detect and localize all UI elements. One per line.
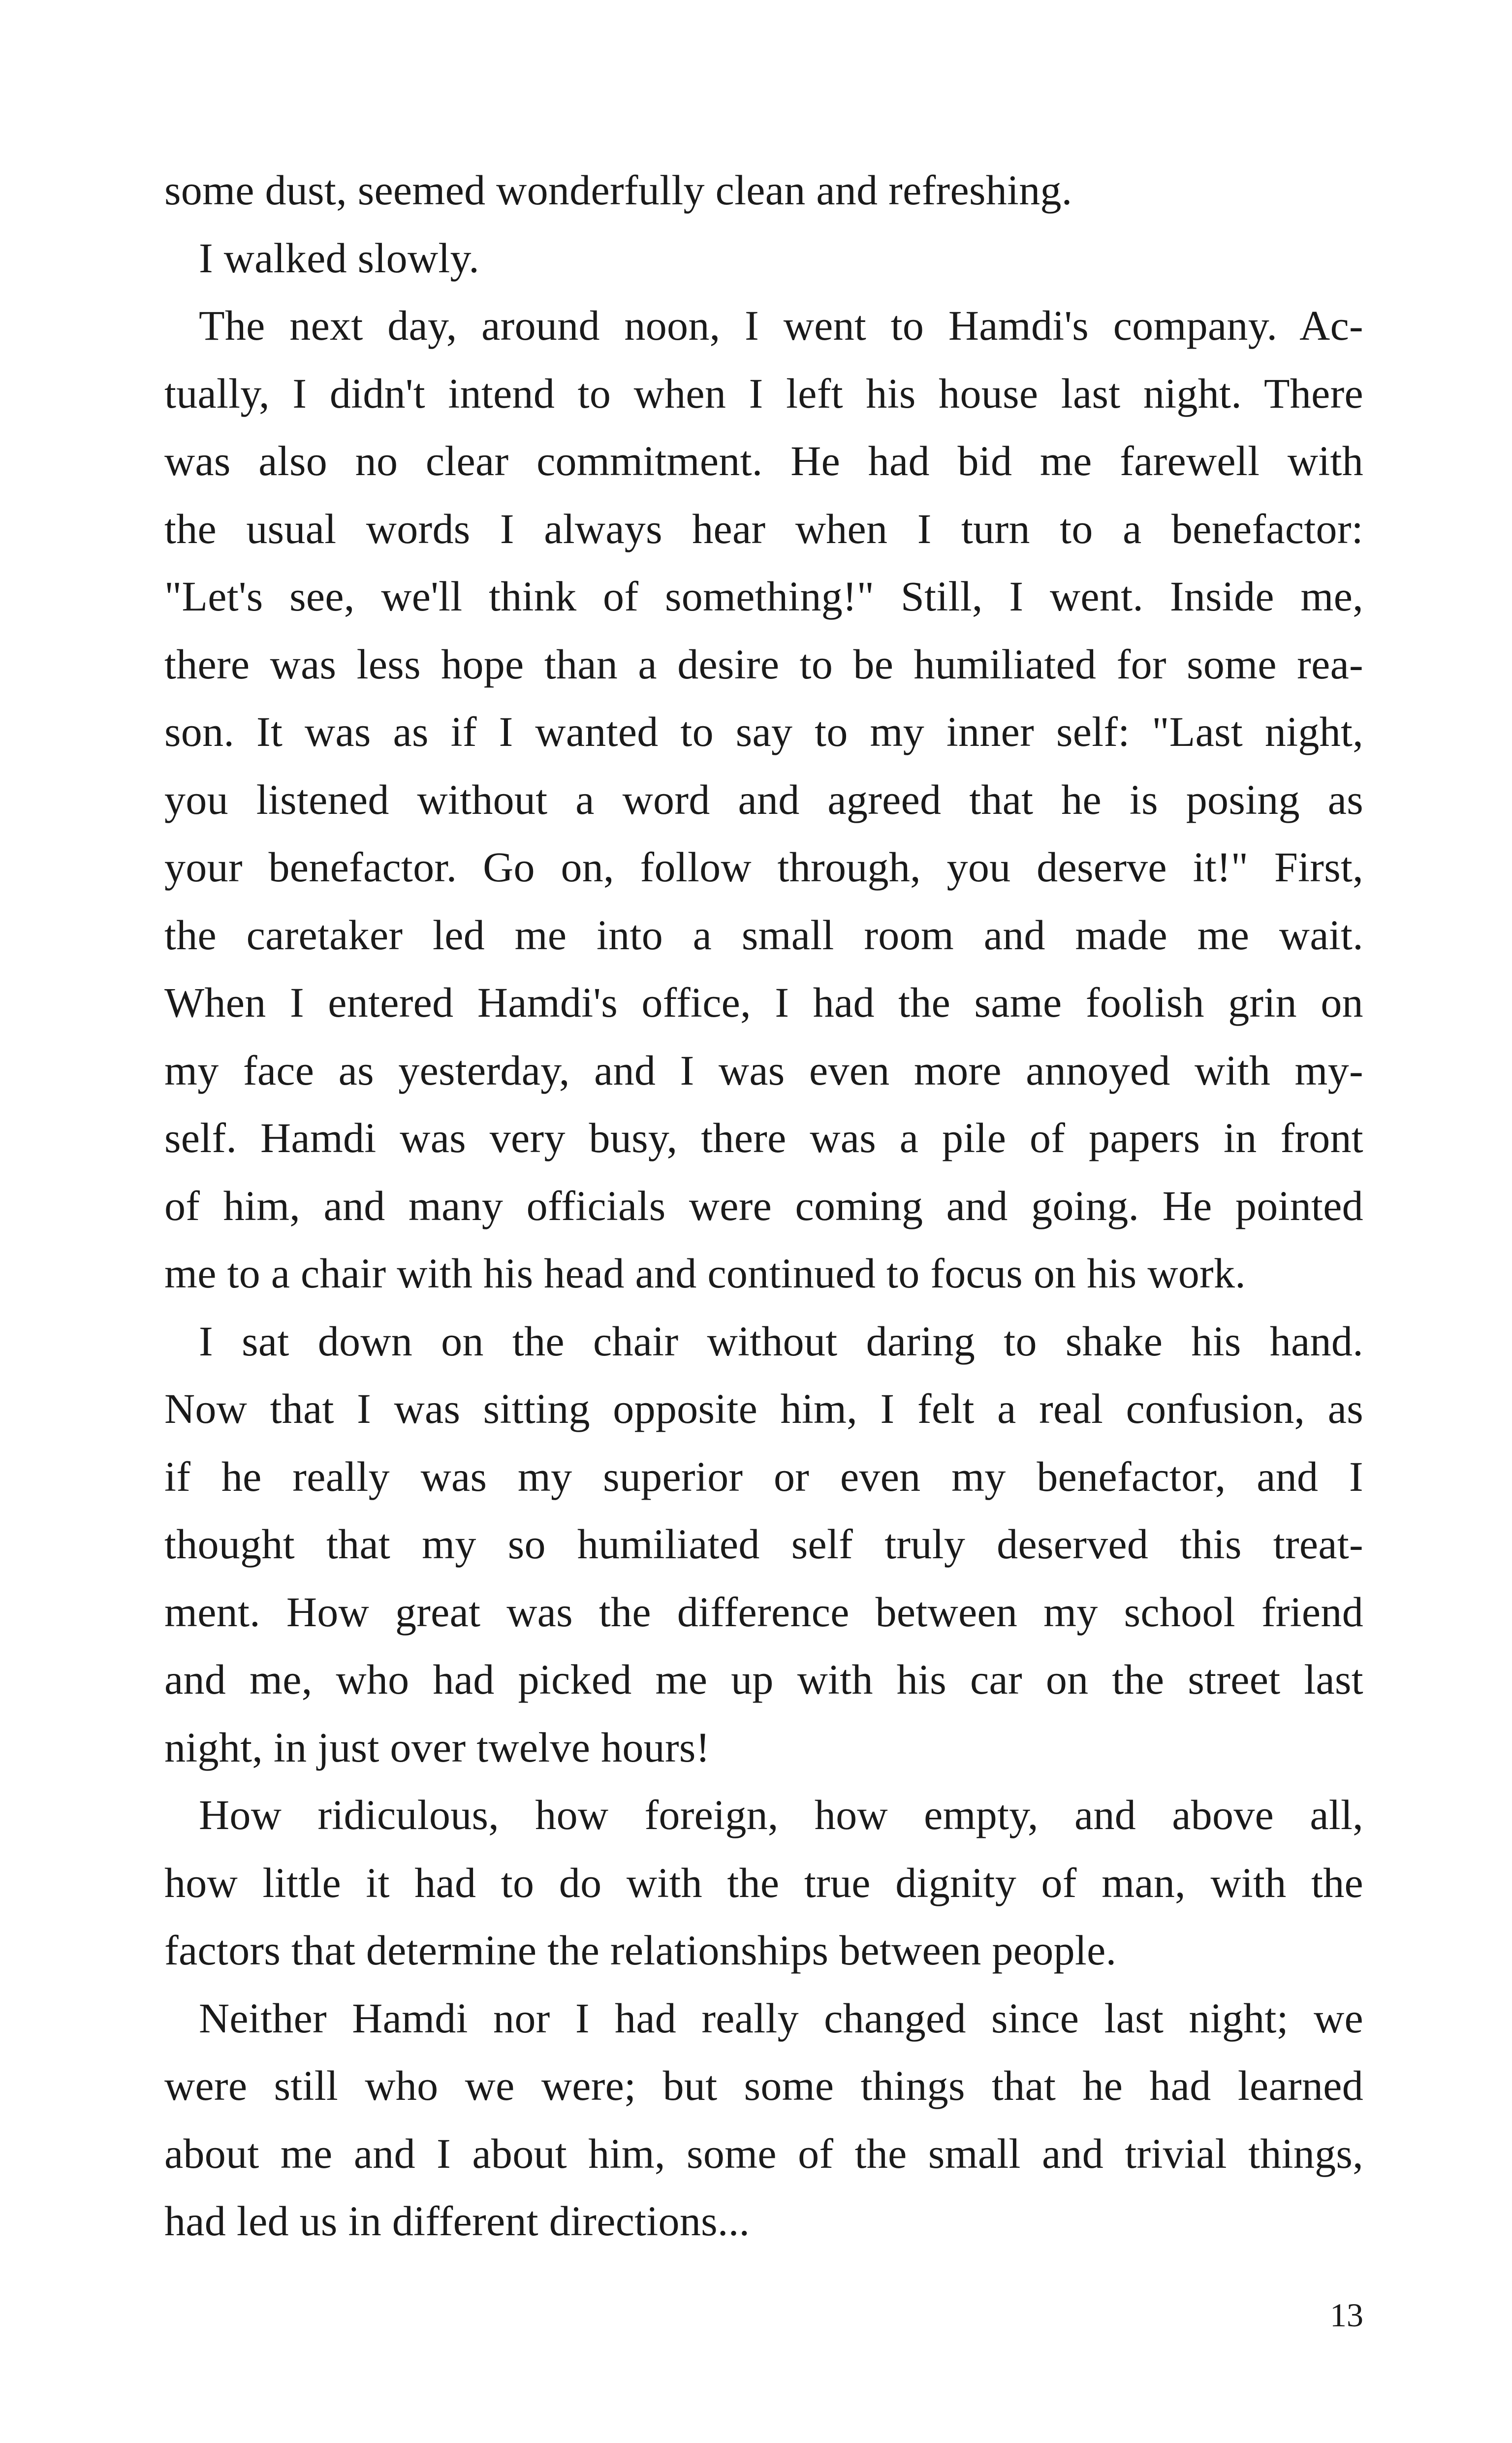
text-line: tually, I didn't intend to when I left his house last night. There (164, 369, 1363, 417)
text-line: if he really was my superior or even my benefactor, and I (164, 1452, 1363, 1500)
text-line: Neither Hamdi nor I had really changed since last night; we (199, 1994, 1363, 2042)
text-line: about me and I about him, some of the small and trivial things, (164, 2129, 1363, 2177)
text-line: When I entered Hamdi's office, I had the same foolish grin on (164, 979, 1363, 1026)
text-line: me to a chair with his head and continued to focus on his work. (164, 1250, 1246, 1297)
text-line: thought that my so humiliated self truly deserved this treat- (164, 1520, 1363, 1568)
text-line: how little it had to do with the true dignity of man, with the (164, 1859, 1363, 1906)
text-line: How ridiculous, how foreign, how empty, and above all, (199, 1791, 1363, 1838)
text-line: factors that determine the relationships between people. (164, 1927, 1117, 1974)
page-body-text (164, 157, 1363, 2255)
text-line: were still who we were; but some things that he had learned (164, 2062, 1363, 2109)
text-line: you listened without a word and agreed that he is posing as (164, 775, 1363, 823)
page-number: 13 (1330, 2296, 1363, 2334)
text-line: my face as yesterday, and I was even more annoyed with my- (164, 1046, 1363, 1094)
text-line: had led us in different directions... (164, 2197, 750, 2245)
text-line: Now that I was sitting opposite him, I felt a real confusion, as (164, 1385, 1363, 1432)
text-line: and me, who had picked me up with his car on the street last (164, 1656, 1363, 1703)
text-line: the usual words I always hear when I turn to a benefactor: (164, 505, 1363, 552)
text-line: ment. How great was the difference between my school friend (164, 1588, 1363, 1636)
text-line: "Let's see, we'll think of something!" Still, I went. Inside me, (164, 573, 1363, 620)
text-line: I sat down on the chair without daring to shake his hand. (199, 1317, 1363, 1365)
text-line: your benefactor. Go on, follow through, you deserve it!" First, (164, 843, 1363, 891)
text-line: some dust, seemed wonderfully clean and refreshing. (164, 166, 1072, 214)
text-line: night, in just over twelve hours! (164, 1723, 710, 1771)
text-line: I walked slowly. (199, 234, 480, 282)
text-line: there was less hope than a desire to be humiliated for some rea- (164, 640, 1363, 688)
text-line: of him, and many officials were coming and going. He pointed (164, 1182, 1363, 1229)
text-line: was also no clear commitment. He had bid me farewell with (164, 437, 1363, 484)
text-line: self. Hamdi was very busy, there was a pile of papers in front (164, 1114, 1363, 1161)
text-line: The next day, around noon, I went to Hamdi's company. Ac- (199, 302, 1363, 349)
text-line: son. It was as if I wanted to say to my inner self: "Last night, (164, 708, 1363, 755)
text-line: the caretaker led me into a small room and made me wait. (164, 911, 1363, 959)
